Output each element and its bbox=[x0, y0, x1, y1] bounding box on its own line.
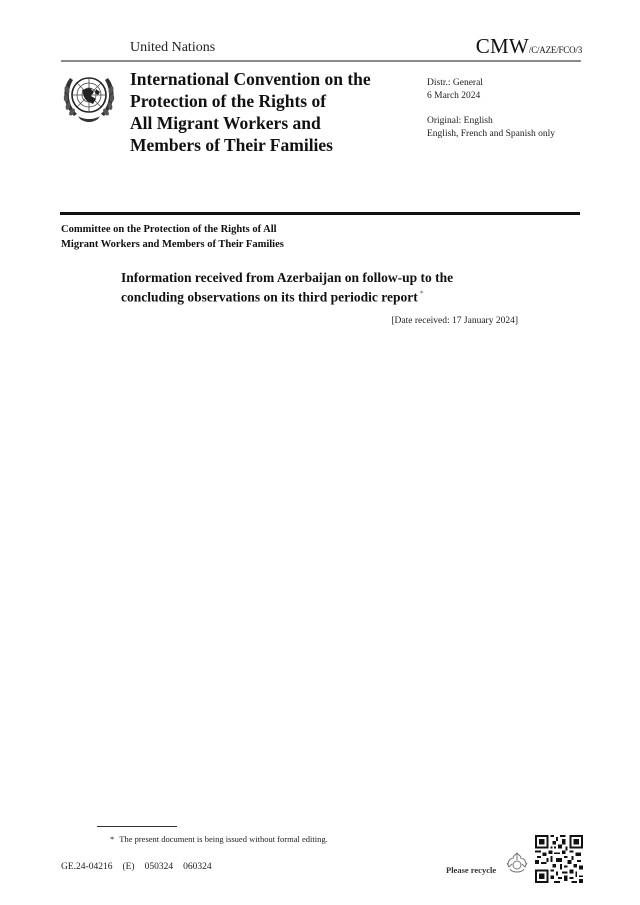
available-languages: English, French and Spanish only bbox=[427, 128, 555, 139]
footnote-text: The present document is being issued without formal editing. bbox=[119, 834, 328, 844]
original-language: Original: English bbox=[427, 116, 493, 126]
qr-code-icon bbox=[535, 834, 583, 884]
language-block bbox=[427, 115, 555, 140]
recycle-icon bbox=[505, 851, 529, 877]
un-emblem-icon bbox=[60, 66, 118, 124]
committee-line: Migrant Workers and Members of Their Families bbox=[61, 239, 284, 250]
committee-name bbox=[61, 222, 284, 252]
document-symbol-main: CMW bbox=[475, 34, 529, 58]
document-title-line: concluding observations on its third periodic report bbox=[121, 289, 418, 305]
distribution-status: Distr.: General bbox=[427, 78, 483, 88]
date-code-1: 050324 bbox=[144, 862, 174, 872]
document-title-line: Information received from Azerbaijan on follow-up to the bbox=[121, 270, 454, 285]
convention-title-line: All Migrant Workers and bbox=[130, 113, 321, 133]
document-title bbox=[121, 270, 541, 306]
job-number: GE.24-04216 bbox=[61, 862, 113, 872]
committee-line: Committee on the Protection of the Rights of All bbox=[61, 224, 277, 235]
distribution-block bbox=[427, 77, 483, 102]
footnote-divider bbox=[97, 826, 177, 827]
convention-title-line: Protection of the Rights of bbox=[130, 91, 327, 111]
header-divider bbox=[61, 60, 581, 62]
organization-name: United Nations bbox=[130, 40, 216, 55]
date-received: [Date received: 17 January 2024] bbox=[391, 316, 518, 326]
convention-title bbox=[130, 68, 410, 156]
footnote-marker: * bbox=[110, 834, 115, 844]
footnote bbox=[110, 834, 328, 844]
language-code: (E) bbox=[122, 862, 135, 872]
footnote-reference[interactable]: * bbox=[419, 289, 424, 298]
document-symbol bbox=[476, 34, 582, 59]
convention-title-line: International Convention on the bbox=[130, 69, 371, 89]
document-symbol-suffix: /C/AZE/FCO/3 bbox=[528, 45, 582, 55]
convention-title-line: Members of Their Families bbox=[130, 135, 333, 155]
title-divider bbox=[60, 212, 580, 215]
date-code-2: 060324 bbox=[183, 862, 212, 872]
distribution-date: 6 March 2024 bbox=[427, 90, 481, 101]
job-number-line bbox=[61, 862, 222, 872]
recycle-label: Please recycle bbox=[446, 865, 497, 875]
